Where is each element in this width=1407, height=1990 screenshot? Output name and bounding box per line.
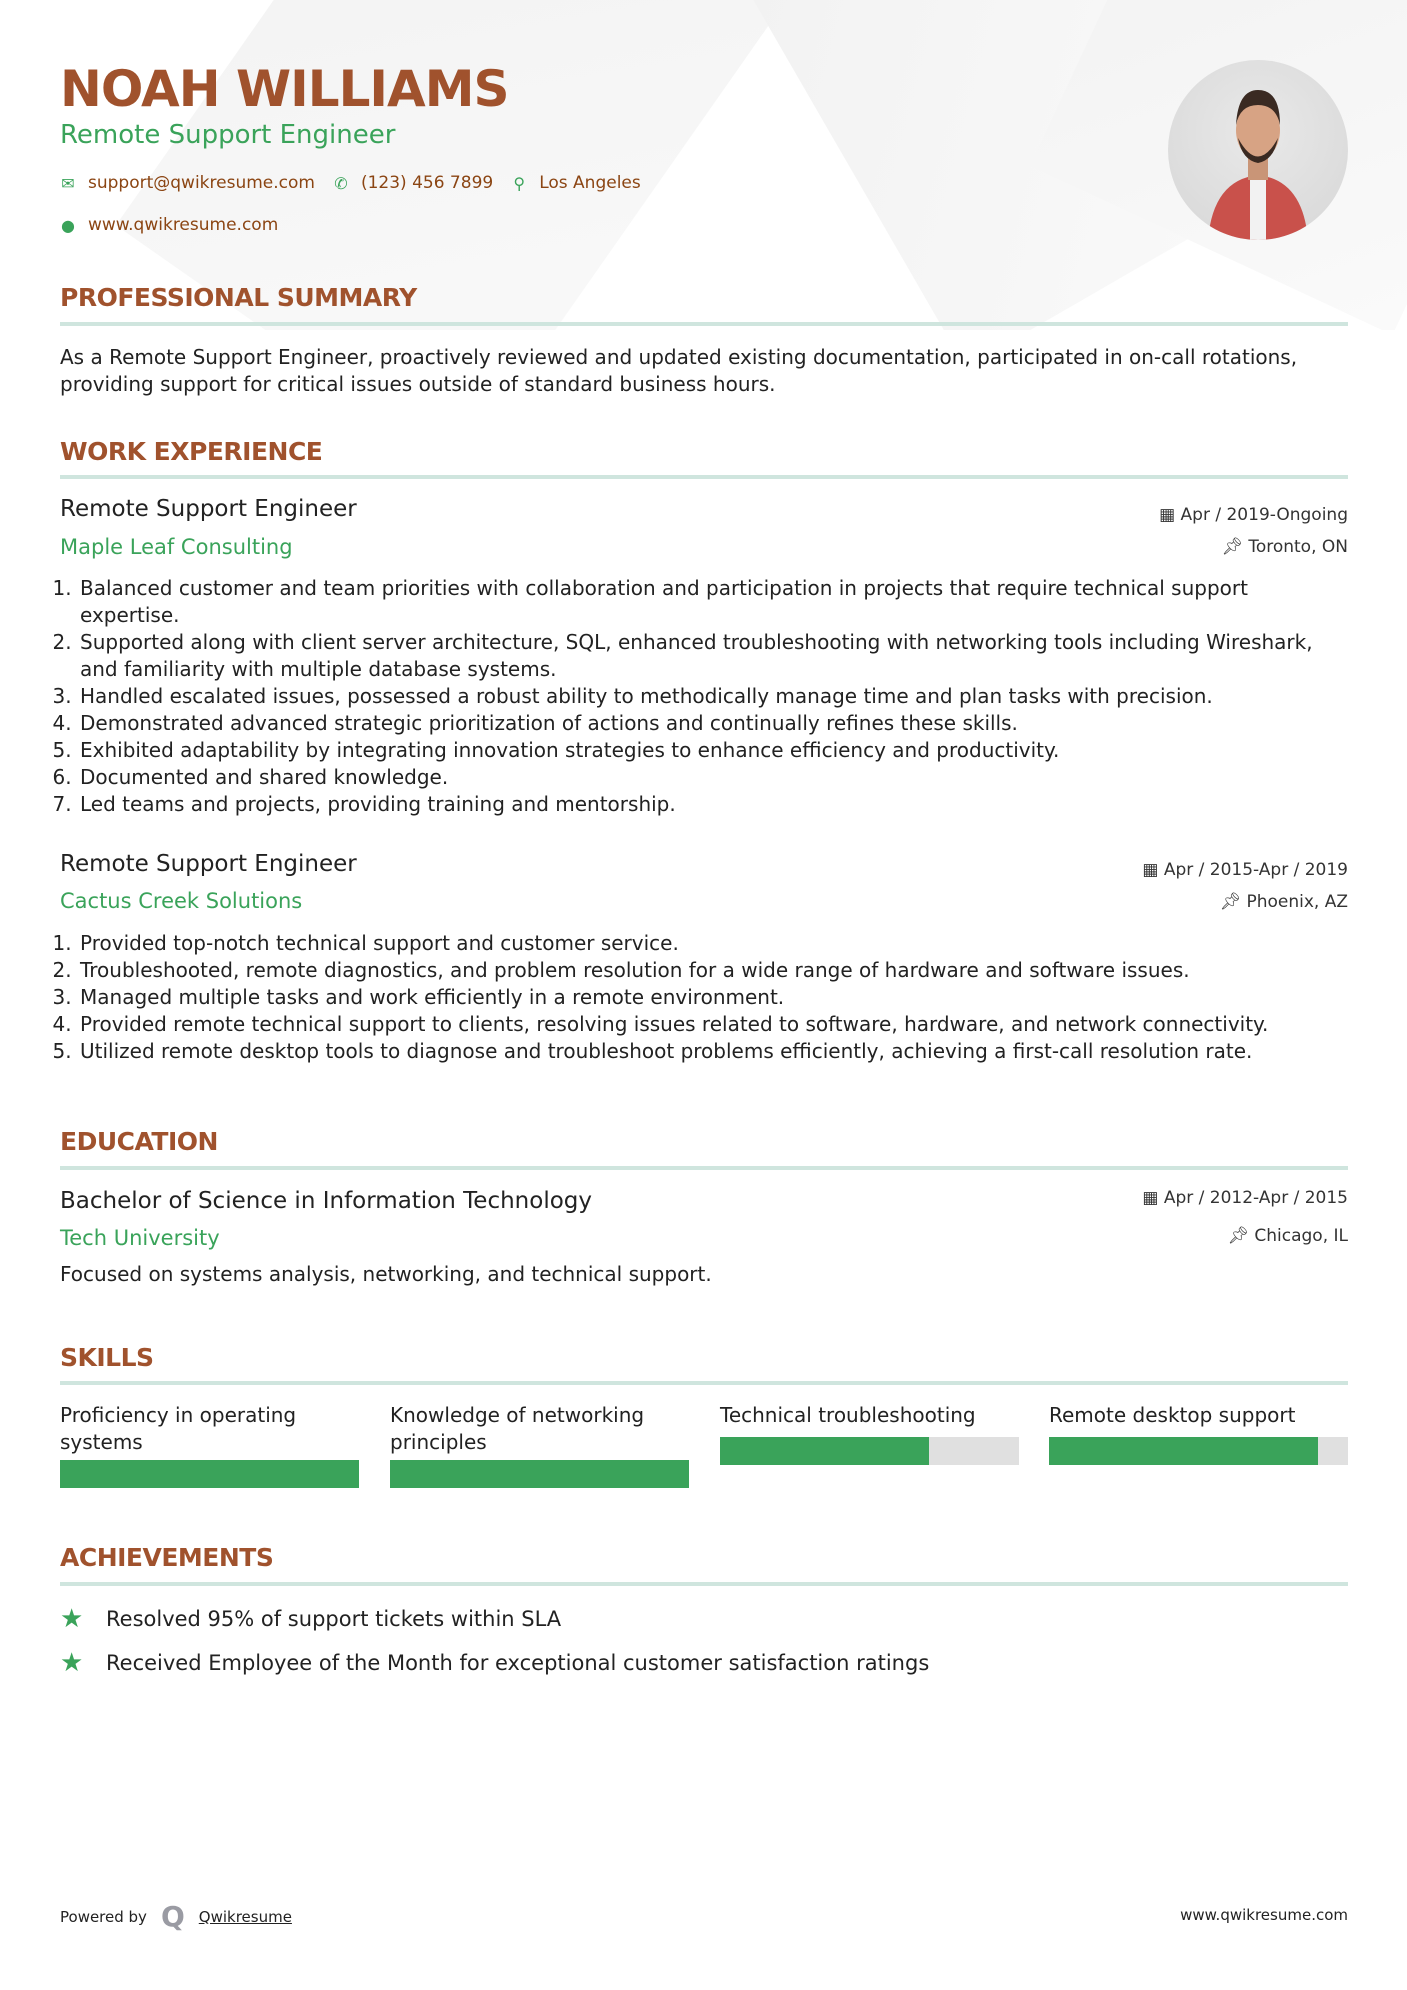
divider (60, 1166, 1348, 1170)
divider (60, 322, 1348, 326)
skill-name: Remote desktop support (1049, 1403, 1296, 1427)
list-item: 7. Led teams and projects, providing training and mentorship. (78, 791, 1352, 818)
skill-bar-fill (390, 1460, 689, 1488)
location-text: Los Angeles (539, 173, 641, 193)
degree: Bachelor of Science in Information Technology (60, 1188, 592, 1214)
candidate-name: NOAH WILLIAMS (60, 60, 509, 118)
education-description: Focused on systems analysis, networking, and technical support. (60, 1262, 712, 1286)
education-date-text: Apr / 2012-Apr / 2015 (1163, 1188, 1348, 1208)
education-date (1142, 1188, 1348, 1208)
list-item: 4. Provided remote technical support to clients, resolving issues related to software, hardware, and network connectivity. (78, 1011, 1352, 1038)
calendar-icon: ▦ (1142, 1188, 1164, 1208)
star-icon: ★ (60, 1604, 84, 1634)
summary-heading: PROFESSIONAL SUMMARY (60, 283, 417, 312)
skills-heading: SKILLS (60, 1343, 154, 1372)
achievement-text: Received Employee of the Month for exceptional customer satisfaction ratings (106, 1651, 930, 1675)
skill-bar-fill (1049, 1437, 1318, 1465)
list-item: 6. Documented and shared knowledge. (78, 764, 1352, 791)
job-bullets (52, 930, 1352, 1065)
skill-bar (1049, 1437, 1348, 1465)
website-row (58, 215, 278, 235)
divider (60, 1381, 1348, 1385)
brand-link[interactable]: Qwikresume (198, 1907, 292, 1926)
job-company: Maple Leaf Consulting (60, 535, 293, 559)
skill-bar (720, 1437, 1019, 1465)
email-link[interactable]: support@qwikresume.com (88, 173, 315, 193)
list-item: 1. Balanced customer and team priorities with collaboration and participation in projects that require technical support expertise. (78, 575, 1352, 629)
avatar (1168, 60, 1348, 240)
map-pin-icon: ⚲ (513, 173, 526, 193)
job-bullets (52, 575, 1352, 818)
achievement-item (60, 1604, 561, 1634)
skill-bar (390, 1460, 689, 1488)
job-location-text: Phoenix, AZ (1246, 892, 1348, 912)
calendar-icon: ▦ (1142, 860, 1164, 880)
skill-item (390, 1402, 689, 1488)
footer-website[interactable]: www.qwikresume.com (1180, 1906, 1348, 1924)
skill-item (60, 1402, 359, 1488)
skill-name: Knowledge of networking principles (390, 1403, 645, 1454)
list-item: 2. Troubleshooted, remote diagnostics, and problem resolution for a wide range of hardware and software issues. (78, 957, 1352, 984)
experience-heading: WORK EXPERIENCE (60, 437, 323, 466)
skill-name: Technical troubleshooting (720, 1403, 976, 1427)
powered-by-text: Powered by (60, 1907, 147, 1926)
job-location-text: Toronto, ON (1248, 537, 1348, 557)
qwikresume-logo-icon: Q (160, 1900, 185, 1933)
skill-bar (60, 1460, 359, 1488)
achievement-text: Resolved 95% of support tickets within SLA (106, 1607, 562, 1631)
education-location-text: Chicago, IL (1254, 1226, 1348, 1246)
summary-text: As a Remote Support Engineer, proactively reviewed and updated existing documentation, participated in on-call rotations, providing support for critical issues outside of standard business hours. (60, 345, 1298, 396)
list-item: 3. Handled escalated issues, possessed a robust ability to methodically manage time and plan tasks with precision. (78, 683, 1352, 710)
achievements-heading: ACHIEVEMENTS (60, 1543, 274, 1572)
job-company: Cactus Creek Solutions (60, 889, 303, 913)
website-link[interactable]: www.qwikresume.com (88, 215, 279, 235)
pin-icon: 📌︎ (1219, 892, 1247, 912)
candidate-title: Remote Support Engineer (60, 120, 396, 150)
job-date-text: Apr / 2019-Ongoing (1180, 505, 1348, 525)
skill-item (720, 1402, 1019, 1465)
envelope-icon: ✉ (61, 173, 75, 193)
job-title: Remote Support Engineer (60, 496, 357, 522)
job-date (1159, 505, 1348, 525)
person-photo (1168, 60, 1348, 240)
job-date-text: Apr / 2015-Apr / 2019 (1163, 860, 1348, 880)
education-heading: EDUCATION (60, 1127, 218, 1156)
skill-item (1049, 1402, 1348, 1465)
list-item: 3. Managed multiple tasks and work efficiently in a remote environment. (78, 984, 1352, 1011)
star-icon: ★ (60, 1648, 84, 1678)
pin-icon: 📌︎ (1221, 537, 1249, 557)
globe-icon: ● (61, 215, 75, 235)
list-item: 4. Demonstrated advanced strategic prioritization of actions and continually refines these skills. (78, 710, 1352, 737)
job-location (1219, 892, 1348, 912)
job-title: Remote Support Engineer (60, 851, 357, 877)
list-item: 5. Exhibited adaptability by integrating innovation strategies to enhance efficiency and productivity. (78, 737, 1352, 764)
contact-row (58, 173, 641, 193)
education-location (1227, 1226, 1348, 1246)
achievement-item (60, 1648, 929, 1678)
skill-bar-fill (720, 1437, 929, 1465)
footer-brand (60, 1900, 292, 1933)
job-date (1142, 860, 1348, 880)
phone-text: (123) 456 7899 (360, 173, 494, 193)
list-item: 5. Utilized remote desktop tools to diagnose and troubleshoot problems efficiently, achieving a first-call resolution rate. (78, 1038, 1352, 1065)
school: Tech University (60, 1226, 220, 1250)
skill-bar-fill (60, 1460, 359, 1488)
list-item: 2. Supported along with client server architecture, SQL, enhanced troubleshooting with networking tools including Wireshark, and familiarity with multiple database systems. (78, 629, 1352, 683)
pin-icon: 📌︎ (1227, 1226, 1255, 1246)
job-location (1221, 537, 1348, 557)
calendar-icon: ▦ (1159, 505, 1181, 525)
list-item: 1. Provided top-notch technical support and customer service. (78, 930, 1352, 957)
divider (60, 1582, 1348, 1586)
divider (60, 475, 1348, 479)
skill-name: Proficiency in operating systems (60, 1403, 297, 1454)
phone-icon: ✆ (334, 173, 348, 193)
